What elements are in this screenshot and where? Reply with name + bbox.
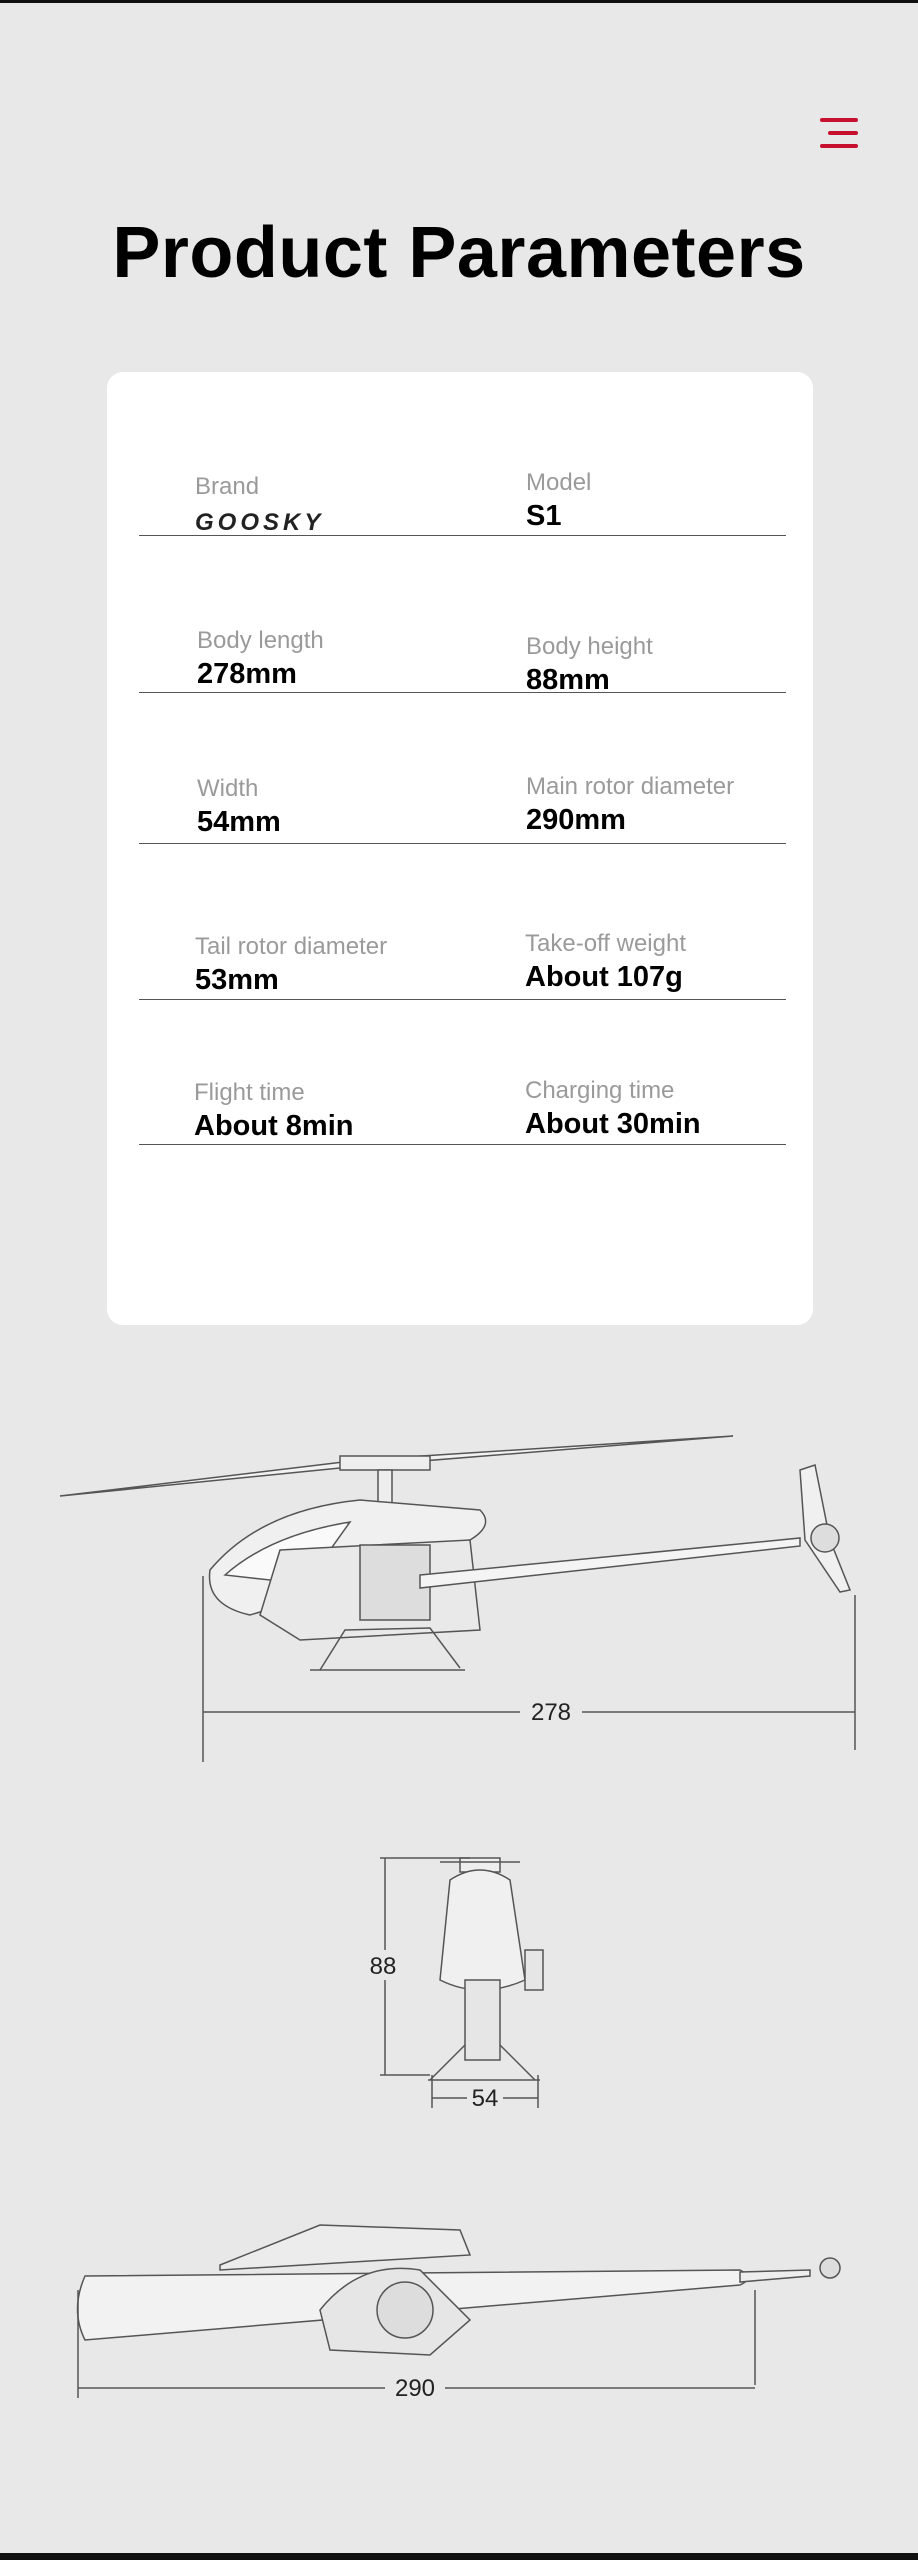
tail-rotor-hub (811, 1524, 839, 1552)
param-row-length-height (139, 626, 786, 696)
top-view-dimension-label: 290 (394, 2375, 436, 2402)
front-view-drawing (300, 1840, 620, 2130)
rotor-head (340, 1456, 430, 1470)
goosky-logo-text: GOOSKY (195, 512, 325, 532)
top-border (0, 0, 918, 3)
takeoff-weight-cell (525, 929, 686, 995)
top-canopy (220, 2225, 470, 2270)
top-tail-boom (740, 2270, 810, 2282)
body-length-value: 278mm (197, 658, 297, 690)
top-rotor-hub (377, 2282, 433, 2338)
model-cell (526, 468, 591, 534)
hamburger-menu-button[interactable] (818, 116, 858, 150)
takeoff-weight-label: Take-off weight (525, 930, 686, 957)
bottom-border (0, 2553, 918, 2560)
side-view-dimension-label: 278 (530, 1699, 572, 1726)
width-value: 54mm (197, 806, 281, 838)
width-label: Width (197, 775, 259, 802)
front-view-height-label: 88 (369, 1953, 397, 1980)
brand-label: Brand (195, 473, 260, 500)
flight-time-label: Flight time (194, 1079, 305, 1106)
charging-time-value: About 30min (525, 1108, 701, 1140)
param-row-tail-weight (139, 930, 786, 1000)
model-value: S1 (526, 500, 562, 532)
brand-cell (195, 472, 357, 532)
main-rotor-cell (526, 772, 734, 838)
front-side-part (525, 1950, 543, 1990)
body-height-label: Body height (526, 633, 653, 660)
menu-line-2 (828, 131, 858, 135)
flight-time-cell (194, 1078, 354, 1144)
menu-line-3 (820, 144, 858, 148)
flight-time-value: About 8min (194, 1110, 354, 1142)
top-view-drawing (0, 2210, 918, 2420)
parameters-card (107, 372, 813, 1325)
goosky-logo (195, 512, 357, 532)
front-frame (465, 1980, 500, 2060)
main-rotor-label: Main rotor diameter (526, 773, 735, 800)
body-length-label: Body length (197, 627, 324, 654)
front-canopy (440, 1870, 525, 1990)
tail-rotor-cell (195, 932, 387, 998)
width-cell (197, 774, 281, 840)
charging-time-cell (525, 1076, 701, 1142)
charging-time-label: Charging time (525, 1077, 675, 1104)
front-view-width-label: 54 (471, 2085, 499, 2112)
param-row-width-rotor (139, 773, 786, 844)
side-view-drawing (0, 1400, 918, 1780)
body-height-value: 88mm (526, 664, 610, 696)
param-row-flight-charging (139, 1077, 786, 1145)
page-title: Product Parameters (112, 213, 806, 293)
param-row-brand-model (139, 469, 786, 536)
tail-boom (420, 1538, 800, 1588)
tail-rotor-label: Tail rotor diameter (195, 933, 388, 960)
body-length-cell (197, 626, 324, 692)
main-rotor-value: 290mm (526, 804, 626, 836)
model-label: Model (526, 469, 592, 496)
tail-rotor-value: 53mm (195, 964, 279, 996)
menu-line-1 (820, 118, 858, 122)
body-height-cell (526, 632, 653, 698)
takeoff-weight-value: About 107g (525, 961, 683, 993)
top-tail-rotor (820, 2258, 840, 2278)
